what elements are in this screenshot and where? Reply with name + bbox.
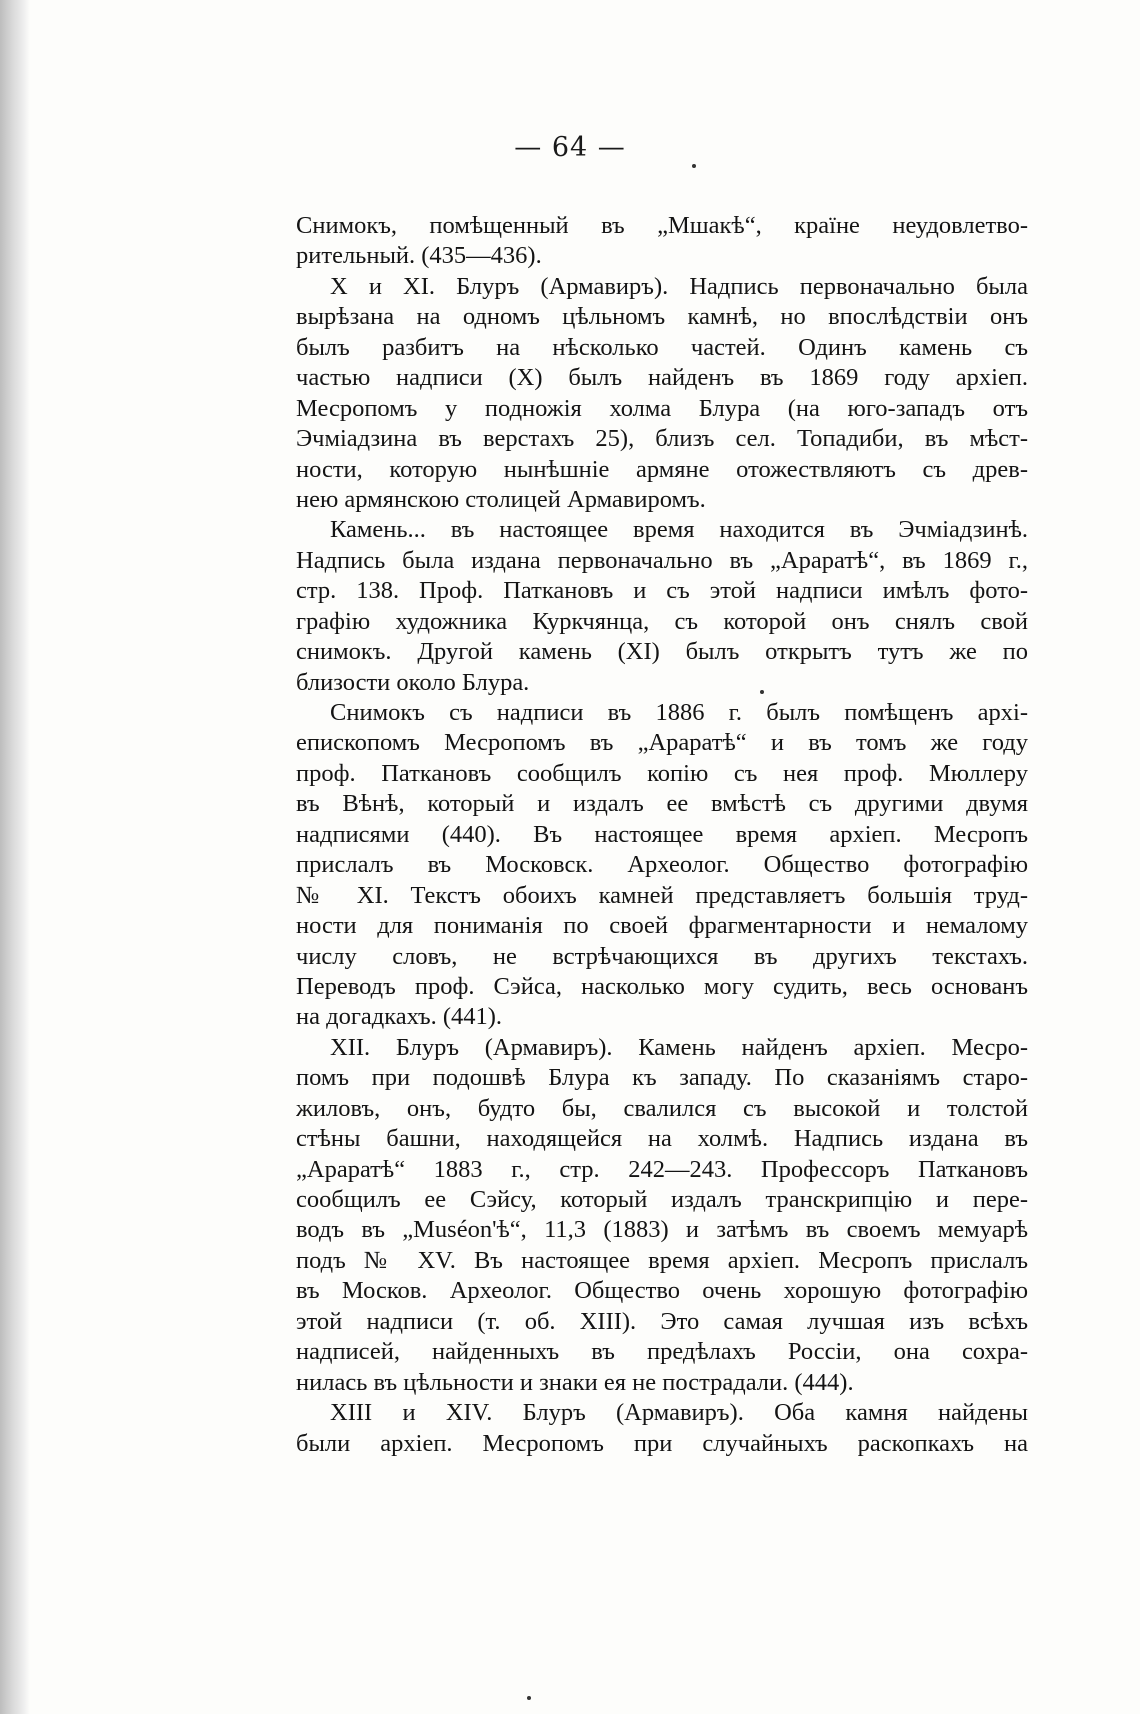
text-line: въ Вѣнѣ, который и издалъ ее вмѣстѣ съ другими двумя [296,790,1028,818]
text-line: былъ разбитъ на нѣсколько частей. Одинъ камень съ [296,333,1028,361]
text-line: въ Москов. Археолог. Общество очень хорошую фотографію [296,1277,1028,1305]
text-line: епископомъ Месропомъ въ „Араратѣ“ и въ томъ же году [296,729,1028,757]
text-line: нилась въ цѣльности и знаки ея не пострадали. (444). [296,1368,854,1396]
text-line: этой надписи (т. об. XIII). Это самая лучшая изъ всѣхъ [296,1307,1028,1335]
text-line: стѣны башни, находящейся на холмѣ. Надпись издана въ [296,1125,1028,1153]
text-line: вырѣзана на одномъ цѣльномъ камнѣ, но впослѣдствіи онъ [296,303,1028,331]
text-line: жиловъ, онъ, будто бы, свалился съ высокой и толстой [296,1094,1028,1122]
text-line: Эчміадзина въ верстахъ 25), близъ сел. Топадиби, въ мѣст- [296,425,1028,453]
text-line: графію художника Куркчянца, съ которой онъ снялъ свой [296,607,1028,635]
text-line: стр. 138. Проф. Паткановъ и съ этой надписи имѣлъ фото- [296,577,1028,605]
text-line: рительный. (435—436). [296,242,542,270]
page-binding-shadow [0,0,30,1714]
text-line: были архіеп. Месропомъ при случайныхъ раскопкахъ на [296,1429,1028,1457]
text-line: Надпись была издана первоначально въ „Араратѣ“, въ 1869 г., [296,546,1028,574]
text-line: помъ при подошвѣ Блура къ западу. По сказаніямъ старо- [296,1064,1028,1092]
text-line: проф. Паткановъ сообщилъ копію съ нея проф. Мюллеру [296,759,1028,787]
scan-speck [527,1696,531,1700]
text-line: XIII и XIV. Блуръ (Армавиръ). Оба камня найдены [330,1399,1028,1427]
text-line: на догадкахъ. (441). [296,1003,503,1031]
scan-speck [692,164,696,168]
page-number: — 64 — [514,132,626,163]
text-line: № XI. Текстъ обоихъ камней представляетъ большія труд- [296,881,1028,909]
text-line: прислалъ въ Московск. Археолог. Общество фотографію [296,851,1028,879]
body-text [296,211,1028,1459]
text-line: ности, которую нынѣшніе армяне отожествляютъ съ древ- [296,455,1028,483]
text-line: водъ въ „Muséon'ѣ“, 11,3 (1883) и затѣмъ въ своемъ мемуарѣ [296,1216,1028,1244]
text-line: числу словъ, не встрѣчающихся въ другихъ текстахъ. [296,942,1028,970]
text-line: подъ № XV. Въ настоящее время архіеп. Месропъ прислалъ [296,1246,1028,1274]
text-line: „Араратѣ“ 1883 г., стр. 242—243. Профессоръ Паткановъ [296,1155,1028,1183]
text-line: Месропомъ у подножія холма Блура (на юго-западъ отъ [296,394,1028,422]
scan-speck [760,690,764,694]
text-line: частью надписи (X) былъ найденъ въ 1869 году архіеп. [296,364,1028,392]
text-line: снимокъ. Другой камень (XI) былъ открытъ тутъ же по [296,638,1028,666]
text-line: XII. Блуръ (Армавиръ). Камень найденъ архіеп. Месро- [330,1033,1028,1061]
text-line: надписями (440). Въ настоящее время архіеп. Месропъ [296,820,1028,848]
text-line: сообщилъ ее Сэйсу, который издалъ транскрипцію и пере- [296,1186,1028,1213]
text-line: нею армянскою столицей Армавиромъ. [296,485,706,513]
text-line: X и XI. Блуръ (Армавиръ). Надпись первоначально была [330,272,1028,300]
text-line: Переводъ проф. Сэйса, насколько могу судить, весь основанъ [296,972,1028,1000]
text-line: Камень... въ настоящее время находится въ Эчміадзинѣ. [330,516,1028,544]
text-line: ности для пониманія по своей фрагментарности и немалому [296,912,1028,940]
text-line: надписей, найденныхъ въ предѣлахъ Россіи, она сохра- [296,1338,1028,1366]
text-line: близости около Блура. [296,668,530,696]
text-line: Снимокъ, помѣщенный въ „Мшакѣ“, країне неудовлетво- [296,212,1028,239]
text-line: Снимокъ съ надписи въ 1886 г. былъ помѣщенъ архі- [330,699,1028,726]
